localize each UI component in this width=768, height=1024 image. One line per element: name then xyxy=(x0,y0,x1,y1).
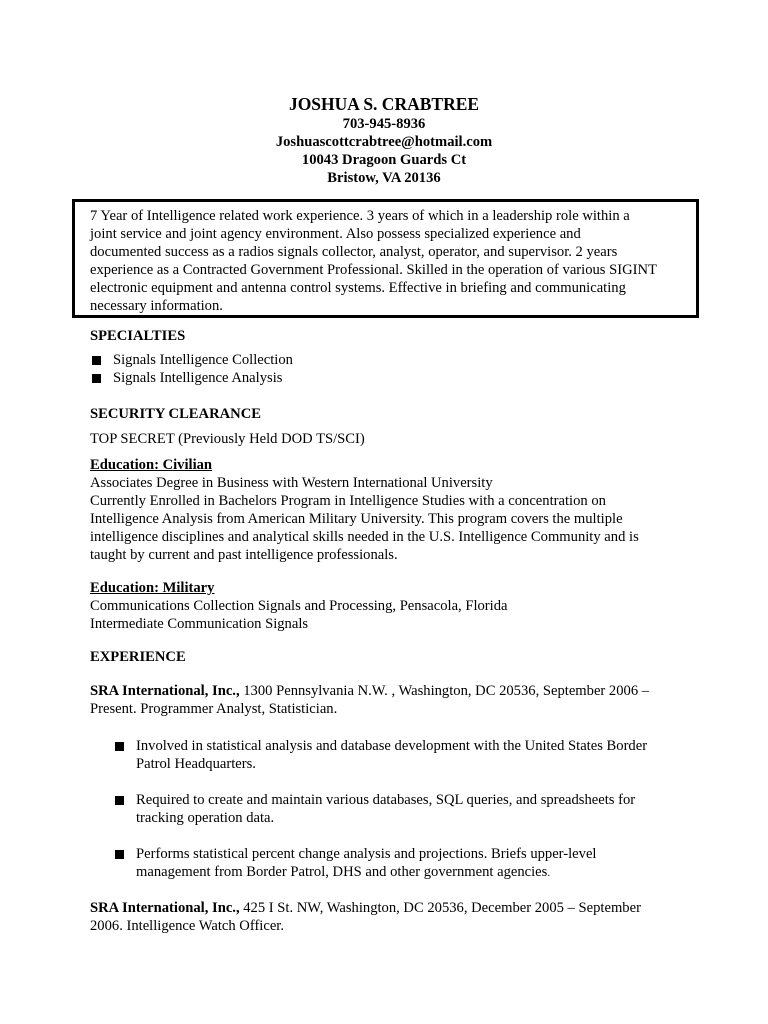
street-address: 10043 Dragoon Guards Ct xyxy=(301,152,467,168)
list-item xyxy=(113,737,696,773)
job-details: 1300 Pennsylvania N.W. , Washington, DC 20536, September 2006 – xyxy=(239,683,650,699)
email-address: Joshuascottcrabtree@hotmail.com xyxy=(275,134,493,150)
duty-line-end: . xyxy=(547,867,551,879)
duty-line: tracking operation data. xyxy=(136,810,275,826)
education-line: Currently Enrolled in Bachelors Program in Intelligence Studies with a concentration on xyxy=(90,493,606,509)
summary-line: necessary information. xyxy=(90,298,223,314)
square-bullet-icon xyxy=(92,374,101,383)
resume-header xyxy=(0,93,768,187)
education-line: Intelligence Analysis from American Military University. This program covers the multiple xyxy=(90,511,623,527)
list-item xyxy=(90,369,690,387)
specialty-label: Signals Intelligence Analysis xyxy=(113,370,283,386)
job-entry xyxy=(90,682,690,718)
duty-line: Required to create and maintain various databases, SQL queries, and spreadsheets for xyxy=(136,792,636,808)
clearance-text: TOP SECRET (Previously Held DOD TS/SCI) xyxy=(90,431,365,447)
square-bullet-icon xyxy=(115,742,124,751)
specialty-label: Signals Intelligence Collection xyxy=(113,352,293,368)
summary-box xyxy=(72,199,699,318)
square-bullet-icon xyxy=(115,850,124,859)
summary-line: documented success as a radios signals collector, analyst, operator, and supervisor. 2 years xyxy=(90,244,618,260)
summary-line: experience as a Contracted Government Professional. Skilled in the operation of various SIGINT xyxy=(90,262,657,278)
job-title: Present. Programmer Analyst, Statistician. xyxy=(90,701,338,717)
education-line: intelligence disciplines and analytical skills needed in the U.S. Intelligence Community and is xyxy=(90,529,639,545)
job-title: 2006. Intelligence Watch Officer. xyxy=(90,918,285,934)
duty-line: management from Border Patrol, DHS and other government agencies xyxy=(136,864,548,880)
education-military-section xyxy=(90,579,690,633)
phone-number: 703-945-8936 xyxy=(342,116,426,132)
company-name: SRA International, Inc., xyxy=(90,900,240,916)
list-item xyxy=(90,351,690,369)
specialties-list xyxy=(90,351,690,387)
company-name: SRA International, Inc., xyxy=(90,683,240,699)
education-line: Intermediate Communication Signals xyxy=(90,616,309,632)
specialties-heading: SPECIALTIES xyxy=(90,328,186,344)
city-state-zip: Bristow, VA 20136 xyxy=(327,170,441,186)
summary-line: electronic equipment and antenna control systems. Effective in briefing and communicating xyxy=(90,280,626,296)
job-details: 425 I St. NW, Washington, DC 20536, December 2005 – September xyxy=(239,900,641,916)
education-military-heading: Education: Military xyxy=(90,580,215,596)
candidate-name: JOSHUA S. CRABTREE xyxy=(288,94,480,114)
education-civilian-section xyxy=(90,456,690,564)
experience-heading: EXPERIENCE xyxy=(90,649,186,665)
list-item xyxy=(113,845,696,882)
clearance-heading: SECURITY CLEARANCE xyxy=(90,406,261,422)
education-line: Associates Degree in Business with Western International University xyxy=(90,475,493,491)
duty-line: Performs statistical percent change analysis and projections. Briefs upper-level xyxy=(136,846,597,862)
list-item xyxy=(113,791,696,827)
education-line: Communications Collection Signals and Processing, Pensacola, Florida xyxy=(90,598,508,614)
education-line: taught by current and past intelligence professionals. xyxy=(90,547,398,563)
duty-line: Patrol Headquarters. xyxy=(136,756,256,772)
square-bullet-icon xyxy=(92,356,101,365)
summary-line: 7 Year of Intelligence related work experience. 3 years of which in a leadership role within a xyxy=(90,208,630,224)
job-entry xyxy=(90,899,690,935)
summary-line: joint service and joint agency environment. Also possess specialized experience and xyxy=(90,226,581,242)
duty-line: Involved in statistical analysis and database development with the United States Border xyxy=(136,738,648,754)
square-bullet-icon xyxy=(115,796,124,805)
education-civilian-heading: Education: Civilian xyxy=(90,457,213,473)
